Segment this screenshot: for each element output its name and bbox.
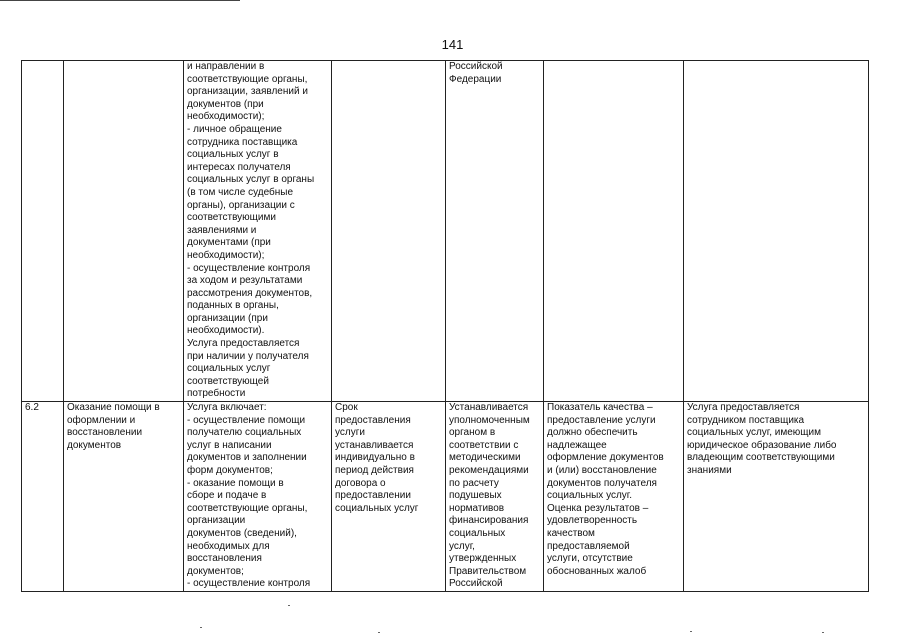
service-term-cell [332,61,446,402]
service-number-cell: 6.2 [22,402,64,592]
service-indicators-cell: Показатель качества – предоставление услуги должно обеспечить надлежащее оформление документов и (или) восстановление документов получателя социальных услуг. Оценка результатов – удовлетворенность качеством предоставляемой услуги, отсутствие обоснованных жалоб [544,402,684,592]
scan-edge-line [0,0,240,1]
table-row [22,61,869,402]
service-indicators-cell [544,61,684,402]
scan-speck [822,632,824,633]
scan-speck [200,627,202,628]
service-conditions-cell: Услуга предоставляется сотрудником поставщика социальных услуг, имеющим юридическое образование либо владеющим соответствующими знаниями [684,402,869,592]
scan-speck [378,632,380,633]
service-number-cell [22,61,64,402]
service-norm-cell: Российской Федерации [446,61,544,402]
service-content-cell: Услуга включает: - осуществление помощи получателю социальных услуг в написании документов и заполнении форм документов; - оказание помощи в сборе и подаче в соответствующие органы, организации документов (сведений), необходимых для восстановления документов; - осуществление контроля [184,402,332,592]
table-row [22,402,869,592]
service-name-cell: Оказание помощи в оформлении и восстановлении документов [64,402,184,592]
page-number: 141 [441,37,464,52]
scan-speck [690,631,692,632]
services-table [21,60,869,592]
service-term-cell: Срок предоставления услуги устанавливается индивидуально в период действия договора о предоставлении социальных услуг [332,402,446,592]
service-norm-cell: Устанавливается уполномоченным органом в соответствии с методическими рекомендациями по расчету подушевых нормативов финансирования социальных услуг, утвержденных Правительством Российской [446,402,544,592]
service-name-cell [64,61,184,402]
scan-speck [288,605,290,606]
service-content-cell: и направлении в соответствующие органы, организации, заявлений и документов (при необходимости); - личное обращение сотрудника поставщика социальных услуг в интересах получателя социальных услуг в органы (в том числе судебные органы), организации с соответствующими заявлениями и документами (при необходимости); - осуществление контроля за ходом и результатами рассмотрения документов, поданных в органы, организации (при необходимости). Услуга предоставляется при наличии у получателя социальных услуг соответствующей потребности [184,61,332,402]
service-conditions-cell [684,61,869,402]
